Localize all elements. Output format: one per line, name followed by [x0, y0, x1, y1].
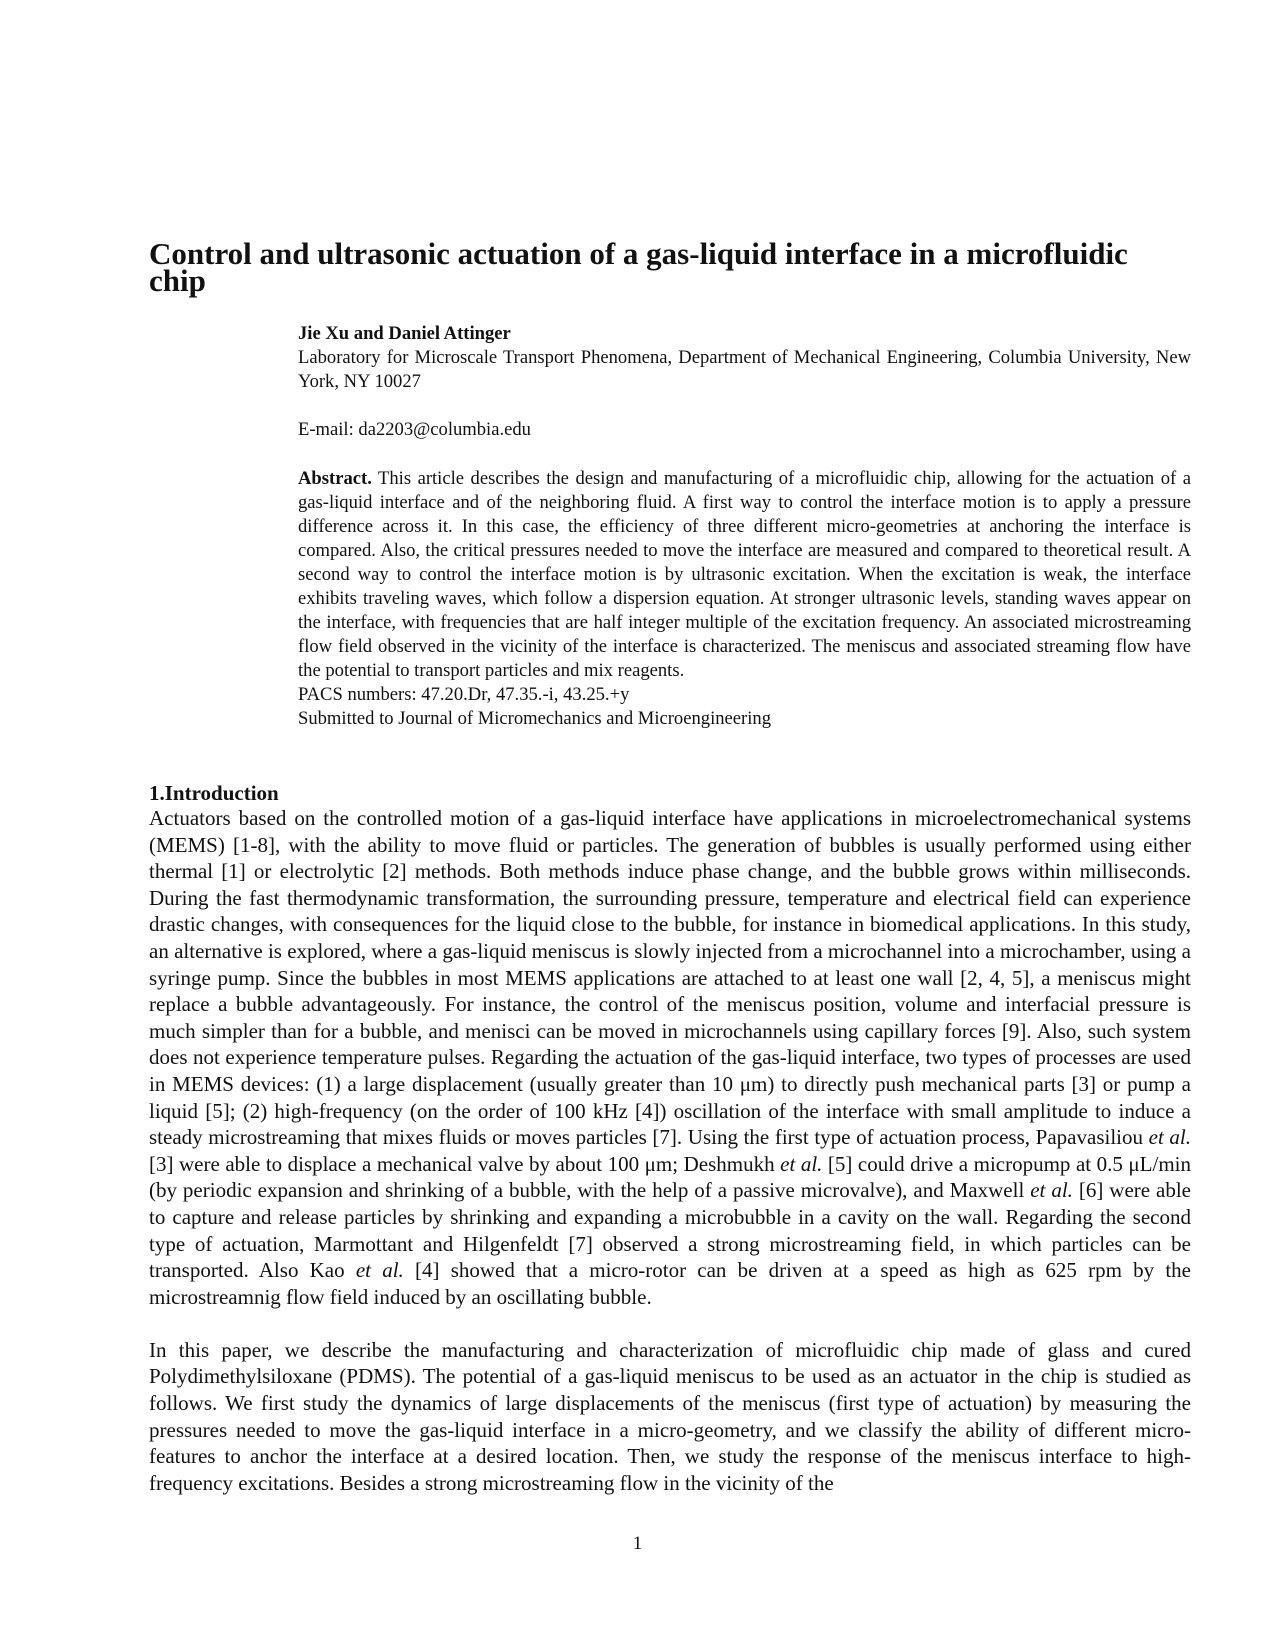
abstract-text: This article describes the design and manufacturing of a microfluidic chip, allowing for the actuation of a gas-liquid interface and of the neighboring fluid. A first way to control the interface motion is to apply a pressure difference across it. In this case, the efficiency of three different micro-geometries at anchoring the interface is compared. Also, the critical pressures needed to move the interface are measured and compared to theoretical result. A second way to control the interface motion is by ultrasonic excitation. When the excitation is weak, the interface exhibits traveling waves, which follow a dispersion equation. At stronger ultrasonic levels, standing waves appear on the interface, with frequencies that are half integer multiple of the excitation frequency. An associated microstreaming flow field observed in the vicinity of the interface is characterized. The meniscus and associated streaming flow have the potential to transport particles and mix reagents.	[298, 468, 1191, 681]
page-number: 1	[632, 1533, 643, 1554]
paragraph-text: [5] could drive a micropump at 0.5 μL/min (by periodic expansion and shrinking of a bubble, with the help of a passive microvalve), and Maxwell	[149, 1151, 1191, 1203]
pacs-numbers: PACS numbers: 47.20.Dr, 47.35.-i, 43.25.+y	[298, 684, 630, 705]
paper-title: Control and ultrasonic actuation of a gas-liquid interface in a microfluidic chip	[149, 236, 1128, 298]
submission-note: Submitted to Journal of Micromechanics and Microengineering	[298, 708, 771, 729]
introduction-body	[149, 805, 1191, 1496]
introduction-paragraph-2: In this paper, we describe the manufacturing and characterization of microfluidic chip made of glass and cured Polydimethylsiloxane (PDMS). The potential of a gas-liquid meniscus to be used as an actuator in the chip is studied as follows. We first study the dynamics of large displacements of the meniscus (first type of actuation) by measuring the pressures needed to move the gas-liquid interface in a micro-geometry, and we classify the ability of different micro-features to anchor the interface at a desired location. Then, we study the response of the meniscus interface to high-frequency excitations. Besides a strong microstreaming flow in the vicinity of the	[149, 1337, 1191, 1495]
paragraph-text: Actuators based on the controlled motion of a gas-liquid interface have applications in microelectromechanical systems (MEMS) [1-8], with the ability to move fluid or particles. The generation of bubbles is usually performed using either thermal [1] or electrolytic [2] methods. Both methods induce phase change, and the bubble grows within milliseconds. During the fast thermodynamic transformation, the surrounding pressure, temperature and electrical field can experience drastic changes, with consequences for the liquid close to the bubble, for instance in biomedical applications. In this study, an alternative is explored, where a gas-liquid meniscus is slowly injected from a microchannel into a microchamber, using a syringe pump. Since the bubbles in most MEMS applications are attached to at least one wall [2, 4, 5], a meniscus might replace a bubble advantageously. For instance, the control of the meniscus position, volume and interfacial pressure is much simpler than for a bubble, and menisci can be moved in microchannels using capillary forces [9]. Also, such system does not experience temperature pulses. Regarding the actuation of the gas-liquid interface, two types of processes are used in MEMS devices: (1) a large displacement (usually greater than 10 μm) to directly push mechanical parts [3] or pump a liquid [5]; (2) high-frequency (on the order of 100 kHz [4]) oscillation of the interface with small amplitude to induce a steady microstreaming that mixes fluids or moves particles [7]. Using the first type of actuation process, Papavasiliou	[149, 806, 1191, 1150]
et-al-citation: et al.	[355, 1258, 404, 1283]
authors: Jie Xu and Daniel Attinger	[298, 323, 511, 344]
et-al-citation: et al.	[780, 1151, 823, 1176]
email: E-mail: da2203@columbia.edu	[298, 419, 531, 440]
abstract	[298, 467, 1191, 683]
paragraph-text: [4] showed that a micro-rotor can be driven at a speed as high as 625 rpm by the microstreamnig flow field induced by an oscillating bubble.	[149, 1258, 1191, 1309]
section-heading-introduction: 1.Introduction	[149, 781, 279, 805]
front-matter	[298, 322, 1191, 731]
affiliation: Laboratory for Microscale Transport Phenomena, Department of Mechanical Engineering, Columbia University, New York, NY 10027	[298, 347, 1191, 392]
et-al-citation: et al.	[1030, 1178, 1073, 1203]
introduction-paragraph-1	[149, 805, 1191, 1310]
et-al-citation: et al.	[1148, 1125, 1191, 1150]
paragraph-text: [6] were able to capture and release particles by shrinking and expanding a microbubble in a cavity on the wall. Regarding the second type of actuation, Marmottant and Hilgenfeldt [7] observed a strong microstreaming field, in which particles can be transported. Also Kao	[149, 1178, 1191, 1283]
abstract-label: Abstract.	[298, 468, 372, 489]
paragraph-text: [3] were able to displace a mechanical valve by about 100 μm; Deshmukh	[149, 1151, 781, 1176]
